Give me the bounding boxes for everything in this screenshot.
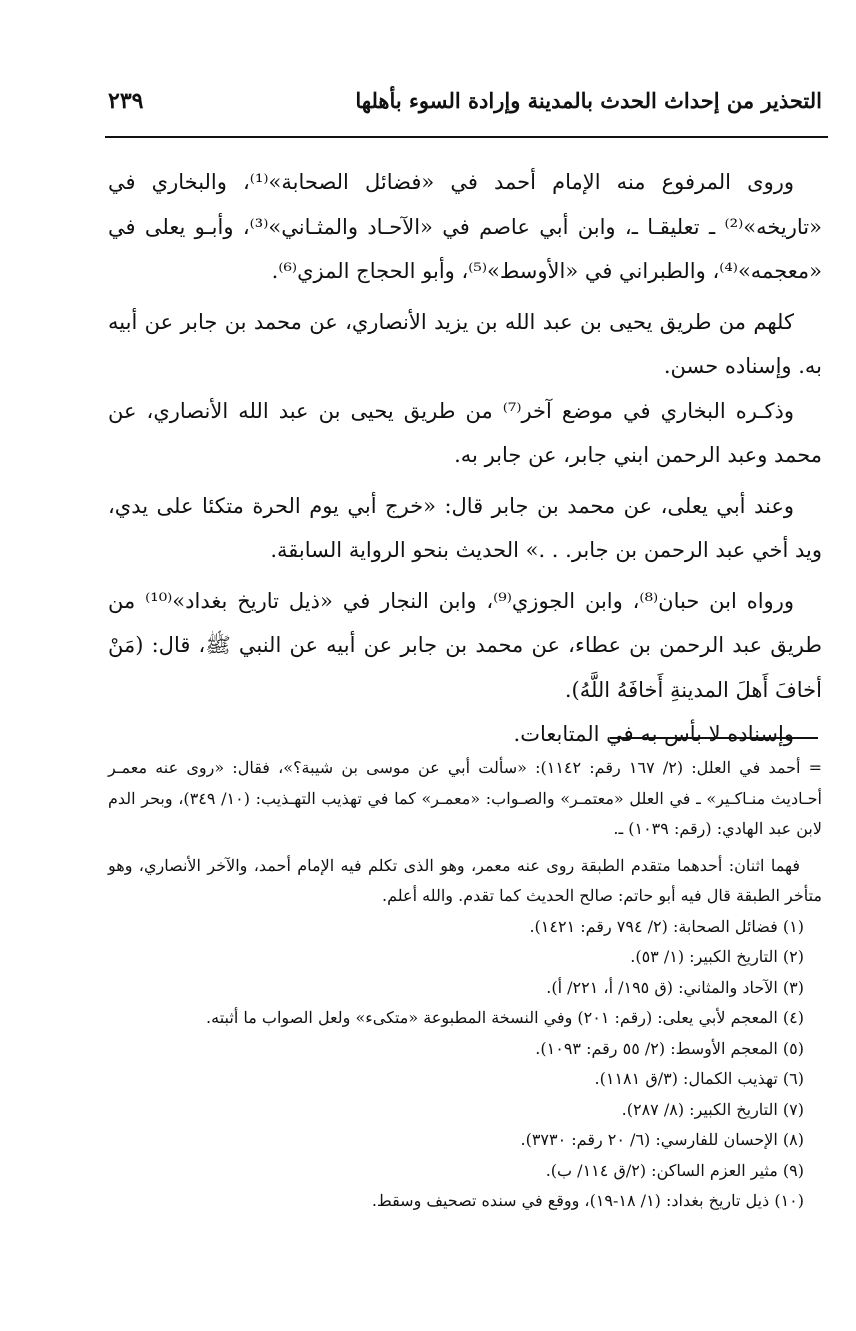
footnote-continuation: = أحمد في العلل: (٢/ ١٦٧ رقم: ١١٤٢): «سألت أبي عن موسى بن شيبة؟»، فقال: «روى عنه معمـر أحـاديث منـاكـير» ـ في العلل «معتمـر» والصـواب: «معمـر» كما في تهذيب التهـذيب: (١٠/ ٣٤٩)، وبحر الدم لابن عبد الهادي: (رقم: ١٠٣٩) ـ. bbox=[108, 758, 823, 838]
running-header bbox=[108, 88, 822, 124]
main-text bbox=[108, 160, 822, 763]
page-number: ٢٣٩ bbox=[108, 88, 144, 114]
footnote-item: (١٠) ذيل تاريخ بغداد: (١/ ١٨-١٩)، ووقع في سنده تصحيف وسقط. bbox=[371, 1191, 804, 1210]
footnote-item: (٨) الإحسان للفارسي: (٦/ ٢٠ رقم: ٣٧٣٠). bbox=[520, 1130, 804, 1149]
header-rule bbox=[105, 136, 828, 138]
paragraph: وإسناده لا بأس به في المتابعات. bbox=[513, 722, 794, 746]
footnote-item: (٧) التاريخ الكبير: (٨/ ٢٨٧). bbox=[621, 1099, 804, 1119]
footnotes bbox=[108, 753, 822, 1217]
running-title: التحذير من إحداث الحدث بالمدينة وإرادة السوء بأهلها bbox=[355, 88, 822, 113]
footnote-item: (١) فضائل الصحابة: (٢/ ٧٩٤ رقم: ١٤٢١). bbox=[529, 916, 804, 936]
footnote-item: (٩) مثير العزم الساكن: (٢/ق ١١٤/ ب). bbox=[545, 1160, 804, 1180]
footnote-item: (٤) المعجم لأبي يعلى: (رقم: ٢٠١) وفي النسخة المطبوعة «متكىء» ولعل الصواب ما أثبته. bbox=[206, 1008, 804, 1027]
footnote-item: (٢) التاريخ الكبير: (١/ ٥٣). bbox=[630, 947, 804, 966]
footnote-item: (٥) المعجم الأوسط: (٢/ ٥٥ رقم: ١٠٩٣). bbox=[535, 1038, 804, 1058]
paragraph: وذكـره البخاري في موضع آخر⁽⁷⁾ من طريق يحيى بن عبد الله الأنصاري، عن محمد وعبد الرحمن ابني جابر، عن جابر به. bbox=[108, 398, 822, 467]
footnote-separator bbox=[610, 737, 818, 739]
footnote-item: (٣) الآحاد والمثاني: (ق ١٩٥/ أ، ٢٢١/ أ). bbox=[546, 977, 804, 997]
footnote-note: فهما اثنان: أحدهما متقدم الطبقة روى عنه معمر، وهو الذى تكلم فيه الإمام أحمد، والآخر الأنصاري، وهو متأخر الطبقة قال فيه أبو حاتم: صالح الحديث كما تقدم. والله أعلم. bbox=[108, 855, 822, 905]
paragraph: وعند أبي يعلى، عن محمد بن جابر قال: «خرج أبي يوم الحرة متكئا على يدي، ويد أخي عبد الرحمن بن جابر. . .» الحديث بنحو الرواية السابقة. bbox=[108, 493, 822, 562]
footnote-item: (٦) تهذيب الكمال: (٣/ق ١١٨١). bbox=[594, 1069, 804, 1088]
paragraph: وروى المرفوع منه الإمام أحمد في «فضائل الصحابة»⁽¹⁾، والبخاري في «تاريخه»⁽²⁾ ـ تعليقـا ـ، وابن أبي عاصم في «الآحـاد والمثـاني»⁽³⁾، وأبـو يعلى في «معجمه»⁽⁴⁾، والطبراني في «الأوسط»⁽⁵⁾، وأبو الحجاج المزي⁽⁶⁾. bbox=[108, 170, 822, 283]
paragraph: كلهم من طريق يحيى بن عبد الله بن يزيد الأنصاري، عن محمد بن جابر عن أبيه به. وإسناده حسن. bbox=[108, 309, 822, 378]
paragraph: ورواه ابن حبان⁽⁸⁾، وابن الجوزي⁽⁹⁾، وابن النجار في «ذيل تاريخ بغداد»⁽¹⁰⁾ من طريق عبد الرحمن بن عطاء، عن محمد بن جابر عن أبيه عن النبي ﷺ، قال: (مَنْ أخافَ أَهلَ المدينةِ أَخافَهُ اللَّهُ). bbox=[108, 588, 822, 702]
